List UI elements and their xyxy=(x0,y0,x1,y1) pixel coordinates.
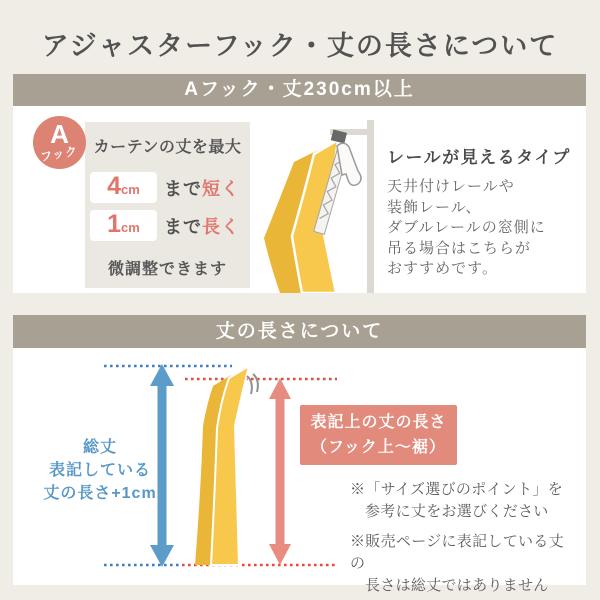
lengthen-unit: cm xyxy=(121,220,140,235)
shorten-unit: cm xyxy=(121,182,140,197)
lengthen-label xyxy=(164,213,240,239)
fine-tune-note: 微調整できます xyxy=(107,261,227,278)
rail-info-line: ダブルレールの窓側に xyxy=(387,219,546,236)
listed-length-arrow-icon xyxy=(269,378,291,565)
shorten-label xyxy=(164,175,240,201)
lengthen-value: 1 xyxy=(107,210,122,238)
total-label-line: 丈の長さ+1cm xyxy=(43,485,157,502)
badge-label: フック xyxy=(39,143,80,165)
shorten-prefix: まで xyxy=(164,178,202,199)
rail-info-line: 吊る場合はこちらが xyxy=(387,239,532,257)
rail-info-line: 天井付けレールや xyxy=(387,178,515,195)
hook-squiggle-icon xyxy=(247,374,258,394)
rail-info-line: 装飾レール、 xyxy=(387,198,482,216)
notes-block xyxy=(350,479,565,600)
total-length-label xyxy=(28,436,172,505)
listed-length-box xyxy=(300,405,457,465)
adjust-row-lengthen xyxy=(90,210,240,241)
total-label-line: 総丈 xyxy=(82,439,117,456)
curtain-hook-rail-icon xyxy=(250,106,385,293)
rail-visible-info xyxy=(387,143,572,280)
section-a-header: Aフック・丈230cm以上 xyxy=(13,74,586,106)
page-title: アジャスターフック・丈の長さについて xyxy=(41,31,559,61)
badge-letter: A xyxy=(50,119,69,149)
section-b-header: 丈の長さについて xyxy=(13,315,586,348)
lengthen-prefix: まで xyxy=(164,216,202,237)
value-box xyxy=(90,172,157,203)
lengthen-action: 長く xyxy=(202,216,240,237)
rail-info-heading: レールが見えるタイプ xyxy=(387,148,571,167)
a-hook-badge xyxy=(33,116,86,169)
shorten-value: 4 xyxy=(107,172,122,200)
adjustment-intro: カーテンの丈を最大 xyxy=(93,139,242,156)
shorten-action: 短く xyxy=(202,178,240,199)
note-sales-page xyxy=(350,531,565,597)
value-box xyxy=(90,210,157,241)
note-line: ※販売ページに表記している丈の xyxy=(350,533,564,572)
note-line: ※「サイズ選びのポイント」を xyxy=(350,481,564,498)
adjust-row-shorten xyxy=(90,172,240,203)
rail-post-icon xyxy=(367,120,374,293)
rail-info-line: おすすめです。 xyxy=(387,260,498,277)
listed-box-line: （フック上〜裾） xyxy=(311,439,446,456)
note-line: 長さは総丈ではありません xyxy=(365,577,549,594)
listed-box-line: 表記上の丈の長さ xyxy=(310,414,447,431)
total-label-line: 表記している xyxy=(48,462,151,479)
note-line: 参考に丈をお選びください xyxy=(365,503,549,520)
note-size-choice xyxy=(350,479,565,523)
